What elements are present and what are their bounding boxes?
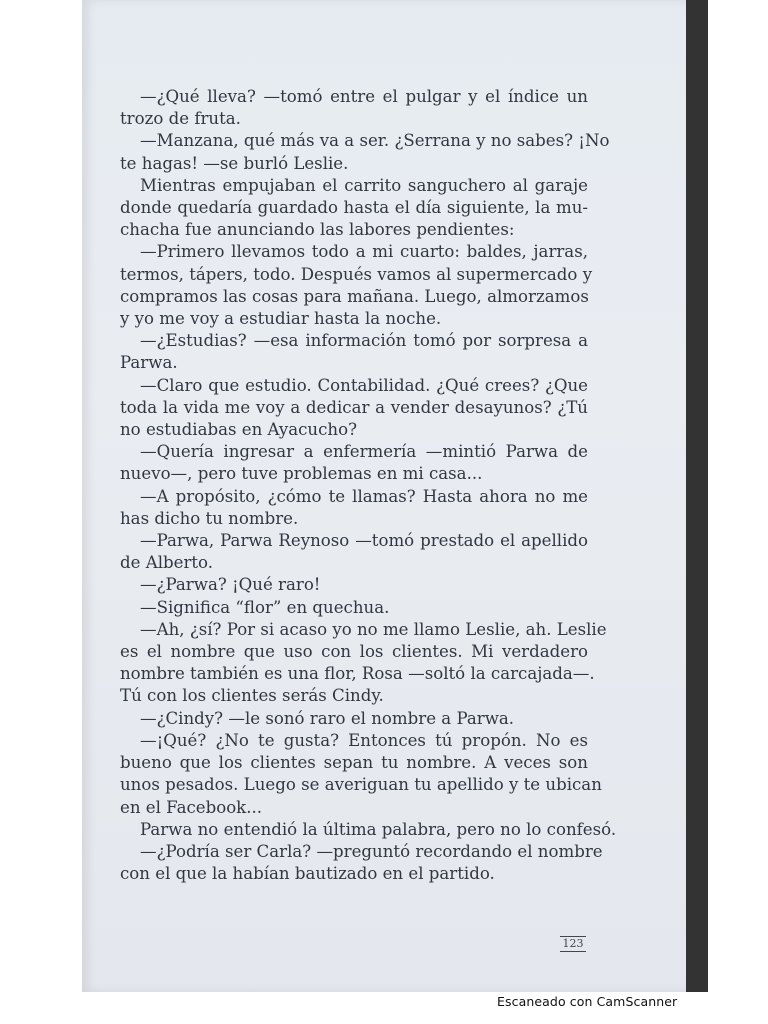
text-line: bueno que los clientes sepan tu nombre. A veces son xyxy=(120,753,588,773)
paragraph xyxy=(120,574,588,596)
text-line: —Quería ingresar a enfermería —mintió Parwa de xyxy=(140,442,588,462)
text-line: te hagas! —se burló Leslie. xyxy=(120,153,349,173)
text-line: nombre también es una flor, Rosa —soltó la carcajada—. xyxy=(120,664,595,684)
text-line: —¿Parwa? ¡Qué raro! xyxy=(140,575,321,595)
text-line: Parwa. xyxy=(120,353,178,373)
text-line: termos, tápers, todo. Después vamos al supermercado y xyxy=(120,264,593,284)
text-line: unos pesados. Luego se averiguan tu apellido y te ubican xyxy=(120,775,602,795)
text-line: Mientras empujaban el carrito sanguchero al garaje xyxy=(140,175,588,195)
paragraph xyxy=(120,330,588,374)
text-line: —Primero llevamos todo a mi cuarto: baldes, jarras, xyxy=(140,242,588,262)
text-line: —¿Qué lleva? —tomó entre el pulgar y el índice un xyxy=(140,87,588,106)
text-line: —¿Estudias? —esa información tomó por sorpresa a xyxy=(140,331,588,351)
text-line: —Parwa, Parwa Reynoso —tomó prestado el apellido xyxy=(140,531,588,551)
page-body-text xyxy=(120,86,617,885)
text-line: compramos las cosas para mañana. Luego, almorzamos xyxy=(120,286,589,306)
text-line: no estudiabas en Ayacucho? xyxy=(120,420,357,440)
text-line: toda la vida me voy a dedicar a vender desayunos? ¿Tú xyxy=(120,397,588,417)
text-line: —Ah, ¿sí? Por si acaso yo no me llamo Leslie, ah. Leslie xyxy=(140,619,607,639)
paragraph xyxy=(120,130,610,174)
text-line: con el que la habían bautizado en el partido. xyxy=(120,864,495,884)
paragraph xyxy=(120,241,593,330)
scan-background xyxy=(708,0,768,992)
paragraph xyxy=(120,730,602,819)
text-line: —Manzana, qué más va a ser. ¿Serrana y no sabes? ¡No xyxy=(140,131,610,151)
text-line: en el Facebook... xyxy=(120,797,263,817)
paragraph xyxy=(120,86,588,130)
paragraph xyxy=(120,708,588,730)
text-line: donde quedaría guardado hasta el día siguiente, la mu- xyxy=(120,198,588,218)
text-line: —¿Cindy? —le sonó raro el nombre a Parwa. xyxy=(140,708,515,728)
text-line: de Alberto. xyxy=(120,553,214,573)
paragraph xyxy=(120,619,607,708)
text-line: es el nombre que uso con los clientes. Mi verdadero xyxy=(120,642,588,662)
paragraph xyxy=(120,597,588,619)
text-line: trozo de fruta. xyxy=(120,109,241,129)
text-line: —¡Qué? ¿No te gusta? Entonces tú propón. No es xyxy=(140,730,588,750)
paragraph xyxy=(120,375,588,442)
scan-margin-right xyxy=(686,0,768,992)
book-edge-shadow xyxy=(686,0,708,992)
paragraph xyxy=(120,175,588,242)
scan-margin-left xyxy=(0,0,82,992)
camscanner-watermark: Escaneado con CamScanner xyxy=(497,994,678,1009)
paragraph xyxy=(120,486,588,530)
page-number: 123 xyxy=(560,936,586,952)
text-line: —A propósito, ¿cómo te llamas? Hasta ahora no me xyxy=(140,486,588,506)
text-line: —Significa “flor” en quechua. xyxy=(140,597,390,617)
text-line: Tú con los clientes serás Cindy. xyxy=(120,686,384,706)
text-line: y yo me voy a estudiar hasta la noche. xyxy=(120,309,442,329)
paragraph xyxy=(120,819,617,841)
text-line: chacha fue anunciando las labores pendientes: xyxy=(120,220,515,240)
text-line: nuevo—, pero tuve problemas en mi casa... xyxy=(120,464,483,484)
paragraph xyxy=(120,841,603,885)
text-line: —Claro que estudio. Contabilidad. ¿Qué crees? ¿Que xyxy=(140,375,588,395)
paragraph xyxy=(120,441,588,485)
text-line: —¿Podría ser Carla? —preguntó recordando el nombre xyxy=(140,841,603,861)
paragraph xyxy=(120,530,588,574)
text-line: has dicho tu nombre. xyxy=(120,508,299,528)
text-line: Parwa no entendió la última palabra, pero no lo confesó. xyxy=(140,819,617,839)
